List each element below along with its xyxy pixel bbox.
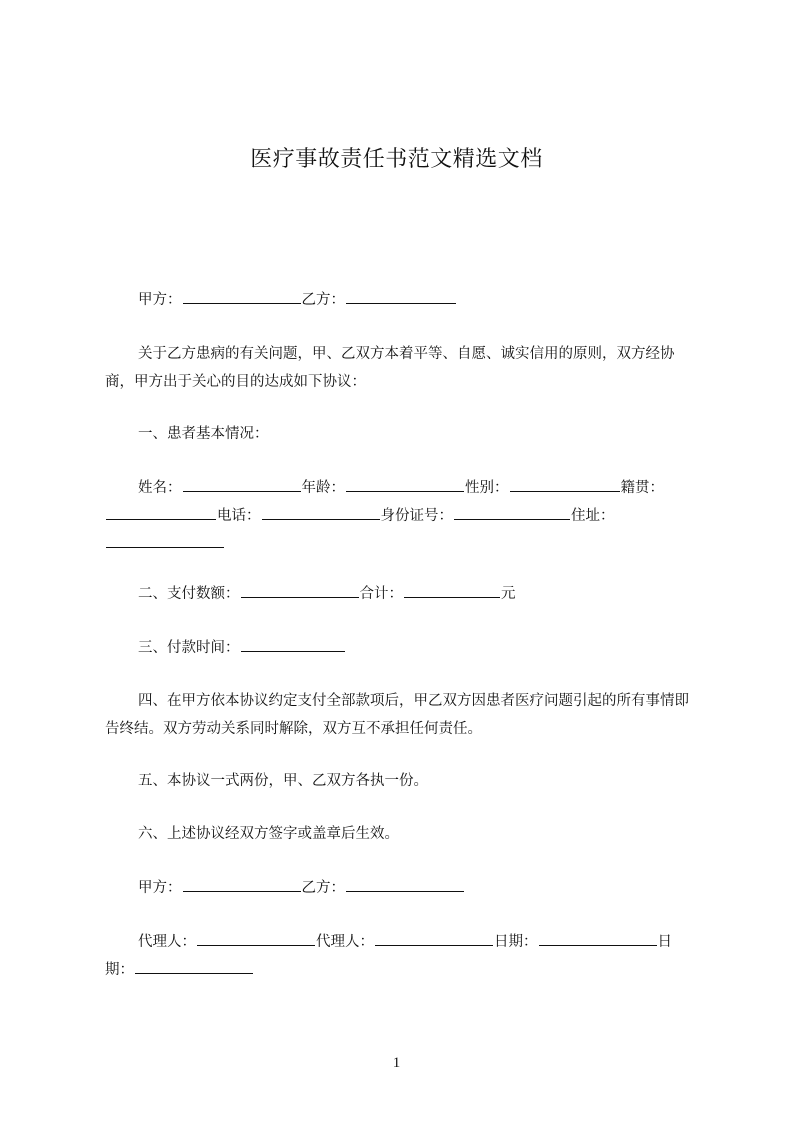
party-a-label: 甲方： [138, 292, 182, 308]
currency-unit: 元 [501, 586, 516, 602]
section6-paragraph: 六、上述协议经双方签字或盖章后生效。 [138, 826, 399, 842]
agent2-blank[interactable] [375, 931, 493, 946]
phone-label: 电话： [217, 508, 261, 524]
date2-label-part1: 日 [657, 934, 672, 950]
agent2-label: 代理人： [316, 934, 374, 950]
patient-info-paragraph [105, 474, 700, 558]
date1-blank[interactable] [539, 931, 657, 946]
party-a-sign-blank[interactable] [183, 877, 301, 892]
party-b-sign-blank[interactable] [346, 877, 464, 892]
intro-paragraph: 关于乙方患病的有关问题，甲、乙双方本着平等、自愿、诚实信用的原则，双方经协商，甲方出于关心的目的达成如下协议： [105, 346, 675, 390]
date1-label: 日期： [494, 934, 538, 950]
party-a-blank[interactable] [183, 289, 301, 304]
document-title: 医疗事故责任书范文精选文档 [250, 147, 543, 172]
section1-heading: 一、患者基本情况： [138, 426, 269, 442]
section2-line [105, 580, 700, 608]
section3-line [105, 634, 700, 662]
age-blank[interactable] [346, 477, 464, 492]
address-label: 住址： [571, 508, 615, 524]
section3-label: 三、付款时间： [138, 640, 240, 656]
gender-blank[interactable] [510, 477, 620, 492]
total-blank[interactable] [404, 583, 500, 598]
date2-blank[interactable] [135, 959, 253, 974]
age-label: 年龄： [301, 480, 345, 496]
section4-paragraph: 四、在甲方依本协议约定支付全部款项后，甲乙双方因患者医疗问题引起的所有事情即告终结。双方劳动关系同时解除，双方互不承担任何责任。 [105, 693, 689, 737]
phone-blank[interactable] [262, 505, 380, 520]
section5-paragraph: 五、本协议一式两份，甲、乙双方各执一份。 [138, 773, 428, 789]
address-blank[interactable] [106, 533, 224, 548]
party-b-sign-label: 乙方： [301, 880, 345, 896]
date2-label-part2: 期： [105, 962, 134, 978]
name-label: 姓名： [138, 480, 182, 496]
agents-paragraph [105, 928, 700, 984]
party-line-2 [105, 874, 700, 902]
party-line-1 [105, 286, 700, 314]
gender-label: 性别： [465, 480, 509, 496]
id-number-label: 身份证号： [380, 508, 453, 524]
origin-label: 籍贯： [620, 480, 664, 496]
party-a-sign-label: 甲方： [138, 880, 182, 896]
agent1-blank[interactable] [197, 931, 315, 946]
payment-time-blank[interactable] [241, 637, 345, 652]
page-number: 1 [392, 1055, 401, 1071]
agent1-label: 代理人： [138, 934, 196, 950]
party-b-label: 乙方： [301, 292, 345, 308]
party-b-blank[interactable] [346, 289, 456, 304]
origin-blank[interactable] [106, 505, 216, 520]
section2-label: 二、支付数额： [138, 586, 240, 602]
name-blank[interactable] [183, 477, 301, 492]
amount-blank[interactable] [241, 583, 359, 598]
total-label: 合计： [359, 586, 403, 602]
id-number-blank[interactable] [454, 505, 570, 520]
